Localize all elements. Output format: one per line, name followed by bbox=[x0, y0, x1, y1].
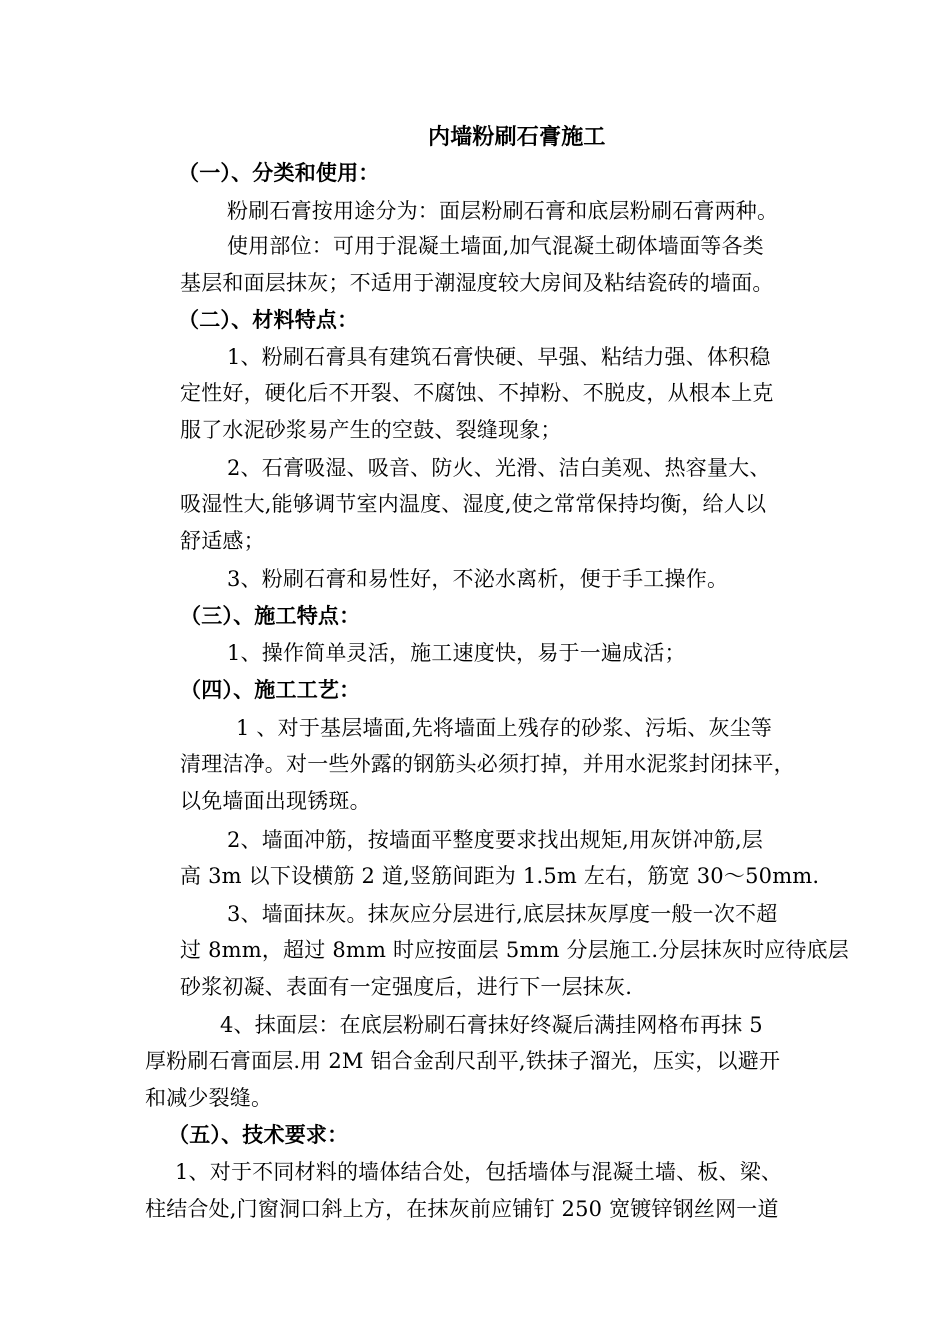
paragraph-line: 厚粉刷石膏面层.用 2M 铝合金刮尺刮平,铁抹子溜光，压实，以避开 bbox=[145, 1049, 781, 1073]
paragraph-line: 吸湿性大,能够调节室内温度、湿度,使之常常保持均衡，给人以 bbox=[180, 492, 767, 516]
paragraph-line: 过 8mm，超过 8mm 时应按面层 5mm 分层施工.分层抹灰时应待底层 bbox=[180, 938, 850, 962]
paragraph-line: 基层和面层抹灰；不适用于潮湿度较大房间及粘结瓷砖的墙面。 bbox=[180, 271, 774, 295]
paragraph-line: 清理洁净。对一些外露的钢筋头必须打掉，并用水泥浆封闭抹平， bbox=[180, 752, 795, 776]
section-heading-1: （一）、分类和使用： bbox=[178, 161, 380, 185]
section-heading-2: （二）、材料特点： bbox=[178, 308, 359, 332]
section-heading-5: （五）、技术要求： bbox=[168, 1123, 349, 1147]
paragraph-line: 2、墙面冲筋，按墙面平整度要求找出规矩,用灰饼冲筋,层 bbox=[227, 828, 764, 852]
paragraph-line: 粉刷石膏按用途分为：面层粉刷石膏和底层粉刷石膏两种。 bbox=[227, 199, 779, 223]
paragraph-line: 和减少裂缝。 bbox=[145, 1086, 273, 1110]
paragraph-line: 1、对于不同材料的墙体结合处，包括墙体与混凝土墙、板、梁、 bbox=[175, 1160, 783, 1184]
section-heading-4: （四）、施工工艺： bbox=[180, 678, 361, 702]
paragraph-line: 以免墙面出现锈斑。 bbox=[180, 789, 371, 813]
paragraph-line: 1、粉刷石膏具有建筑石膏快硬、早强、粘结力强、体积稳 bbox=[227, 345, 771, 369]
paragraph-line: 使用部位：可用于混凝土墙面,加气混凝土砌体墙面等各类 bbox=[227, 234, 764, 258]
section-heading-3: （三）、施工特点： bbox=[180, 604, 361, 628]
paragraph-line: 服了水泥砂浆易产生的空鼓、裂缝现象； bbox=[180, 418, 562, 442]
paragraph-line: 高 3m 以下设横筋 2 道,竖筋间距为 1.5m 左右，筋宽 30～50mm. bbox=[180, 864, 820, 888]
paragraph-line: 定性好，硬化后不开裂、不腐蚀、不掉粉、不脱皮，从根本上克 bbox=[180, 381, 774, 405]
page-title: 内墙粉刷石膏施工 bbox=[428, 125, 606, 150]
paragraph-line: 1、操作简单灵活，施工速度快，易于一遍成活； bbox=[227, 641, 686, 665]
paragraph-line: 柱结合处,门窗洞口斜上方，在抹灰前应铺钉 250 宽镀锌钢丝网一道 bbox=[145, 1197, 779, 1221]
paragraph-line: 4、抹面层：在底层粉刷石膏抹好终凝后满挂网格布再抹 5 bbox=[220, 1013, 763, 1037]
paragraph-line: 1 、对于基层墙面,先将墙面上残存的砂浆、污垢、灰尘等 bbox=[236, 716, 773, 740]
paragraph-line: 3、墙面抹灰。抹灰应分层进行,底层抹灰厚度一般一次不超 bbox=[227, 902, 778, 926]
paragraph-line: 舒适感； bbox=[180, 529, 265, 553]
paragraph-line: 2、石膏吸湿、吸音、防火、光滑、洁白美观、热容量大、 bbox=[227, 456, 771, 480]
paragraph-line: 砂浆初凝、表面有一定强度后，进行下一层抹灰. bbox=[180, 975, 633, 999]
paragraph-line: 3、粉刷石膏和易性好，不泌水离析，便于手工操作。 bbox=[227, 567, 729, 591]
